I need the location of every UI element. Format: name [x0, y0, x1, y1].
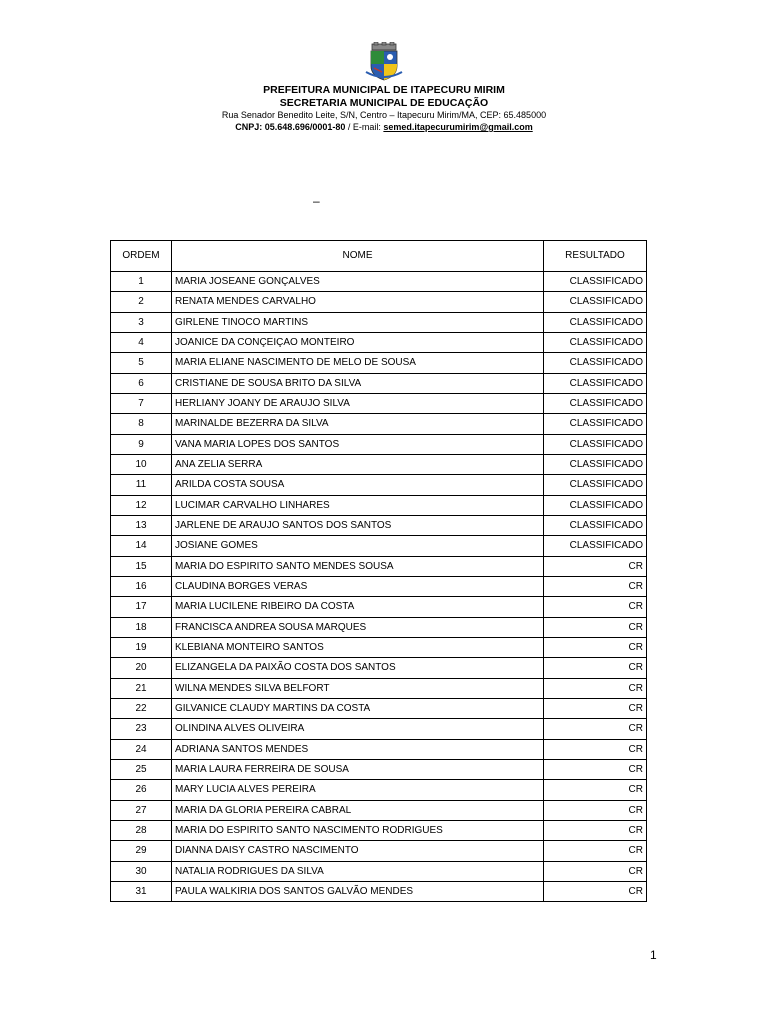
- cell-resultado: CR: [544, 658, 647, 678]
- table-header-row: [111, 241, 647, 272]
- cell-resultado: CLASSIFICADO: [544, 312, 647, 332]
- cell-ordem: 26: [111, 780, 172, 800]
- cell-nome: GIRLENE TINOCO MARTINS: [172, 312, 544, 332]
- cell-resultado: CR: [544, 881, 647, 901]
- table-row: [111, 373, 647, 393]
- cell-nome: ANA ZELIA SERRA: [172, 454, 544, 474]
- cell-resultado: CR: [544, 739, 647, 759]
- cell-ordem: 9: [111, 434, 172, 454]
- table-row: [111, 719, 647, 739]
- cell-ordem: 22: [111, 698, 172, 718]
- cell-nome: RENATA MENDES CARVALHO: [172, 292, 544, 312]
- cell-resultado: CLASSIFICADO: [544, 393, 647, 413]
- table-row: [111, 861, 647, 881]
- cell-nome: LUCIMAR CARVALHO LINHARES: [172, 495, 544, 515]
- cell-nome: KLEBIANA MONTEIRO SANTOS: [172, 637, 544, 657]
- table-row: [111, 780, 647, 800]
- cell-resultado: CR: [544, 719, 647, 739]
- cell-nome: JARLENE DE ARAUJO SANTOS DOS SANTOS: [172, 515, 544, 535]
- cell-ordem: 16: [111, 576, 172, 596]
- table-row: [111, 353, 647, 373]
- table-row: [111, 637, 647, 657]
- cell-ordem: 11: [111, 475, 172, 495]
- cell-nome: ARILDA COSTA SOUSA: [172, 475, 544, 495]
- table-row: [111, 332, 647, 352]
- cell-nome: ELIZANGELA DA PAIXÃO COSTA DOS SANTOS: [172, 658, 544, 678]
- cell-nome: HERLIANY JOANY DE ARAUJO SILVA: [172, 393, 544, 413]
- cell-ordem: 21: [111, 678, 172, 698]
- cell-resultado: CR: [544, 861, 647, 881]
- table-row: [111, 739, 647, 759]
- cell-ordem: 19: [111, 637, 172, 657]
- cell-resultado: CLASSIFICADO: [544, 434, 647, 454]
- cell-resultado: CR: [544, 576, 647, 596]
- cell-ordem: 31: [111, 881, 172, 901]
- cell-ordem: 14: [111, 536, 172, 556]
- cell-ordem: 10: [111, 454, 172, 474]
- results-table: [110, 240, 647, 902]
- table-row: [111, 556, 647, 576]
- cell-nome: WILNA MENDES SILVA BELFORT: [172, 678, 544, 698]
- cell-ordem: 4: [111, 332, 172, 352]
- cell-nome: JOANICE DA CONÇEIÇAO MONTEIRO: [172, 332, 544, 352]
- cell-nome: MARY LUCIA ALVES PEREIRA: [172, 780, 544, 800]
- cell-nome: VANA MARIA LOPES DOS SANTOS: [172, 434, 544, 454]
- header-cnpj: CNPJ: 05.648.696/0001-80: [235, 122, 346, 132]
- cell-nome: FRANCISCA ANDREA SOUSA MARQUES: [172, 617, 544, 637]
- table-row: [111, 272, 647, 292]
- cell-ordem: 5: [111, 353, 172, 373]
- cell-ordem: 25: [111, 759, 172, 779]
- cell-resultado: CLASSIFICADO: [544, 495, 647, 515]
- cell-nome: MARIA DA GLORIA PEREIRA CABRAL: [172, 800, 544, 820]
- cell-resultado: CR: [544, 678, 647, 698]
- cell-resultado: CLASSIFICADO: [544, 454, 647, 474]
- cell-nome: CRISTIANE DE SOUSA BRITO DA SILVA: [172, 373, 544, 393]
- cell-ordem: 7: [111, 393, 172, 413]
- page-number: 1: [650, 948, 657, 962]
- cell-resultado: CLASSIFICADO: [544, 414, 647, 434]
- cell-nome: CLAUDINA BORGES VERAS: [172, 576, 544, 596]
- table-row: [111, 536, 647, 556]
- cell-resultado: CLASSIFICADO: [544, 332, 647, 352]
- cell-resultado: CLASSIFICADO: [544, 515, 647, 535]
- cell-nome: MARIA DO ESPIRITO SANTO NASCIMENTO RODRIGUES: [172, 820, 544, 840]
- cell-resultado: CR: [544, 759, 647, 779]
- cell-ordem: 17: [111, 597, 172, 617]
- cell-nome: MARIA JOSEANE GONÇALVES: [172, 272, 544, 292]
- table-row: [111, 820, 647, 840]
- column-header-ordem: ORDEM: [111, 241, 172, 272]
- table-row: [111, 434, 647, 454]
- cell-nome: NATALIA RODRIGUES DA SILVA: [172, 861, 544, 881]
- cell-ordem: 23: [111, 719, 172, 739]
- cell-resultado: CR: [544, 800, 647, 820]
- table-row: [111, 617, 647, 637]
- cell-nome: MARIA LUCILENE RIBEIRO DA COSTA: [172, 597, 544, 617]
- cell-nome: MARIA DO ESPIRITO SANTO MENDES SOUSA: [172, 556, 544, 576]
- header-contact: [0, 122, 768, 132]
- cell-ordem: 18: [111, 617, 172, 637]
- cell-nome: OLINDINA ALVES OLIVEIRA: [172, 719, 544, 739]
- header-line-1: PREFEITURA MUNICIPAL DE ITAPECURU MIRIM: [263, 84, 505, 96]
- cell-resultado: CLASSIFICADO: [544, 292, 647, 312]
- cell-ordem: 1: [111, 272, 172, 292]
- cell-ordem: 6: [111, 373, 172, 393]
- cell-ordem: 27: [111, 800, 172, 820]
- title-dash: –: [313, 194, 320, 208]
- header-email-separator: / E-mail:: [345, 122, 384, 132]
- cell-ordem: 15: [111, 556, 172, 576]
- table-row: [111, 881, 647, 901]
- table-row: [111, 454, 647, 474]
- cell-nome: DIANNA DAISY CASTRO NASCIMENTO: [172, 841, 544, 861]
- column-header-resultado: RESULTADO: [544, 241, 647, 272]
- table-row: [111, 475, 647, 495]
- table-row: [111, 495, 647, 515]
- table-row: [111, 759, 647, 779]
- column-header-nome: NOME: [172, 241, 544, 272]
- cell-nome: MARIA LAURA FERREIRA DE SOUSA: [172, 759, 544, 779]
- header-email-link[interactable]: semed.itapecurumirim@gmail.com: [383, 122, 533, 132]
- cell-resultado: CR: [544, 597, 647, 617]
- table-row: [111, 292, 647, 312]
- cell-resultado: CLASSIFICADO: [544, 536, 647, 556]
- cell-ordem: 13: [111, 515, 172, 535]
- cell-resultado: CR: [544, 780, 647, 800]
- table-row: [111, 515, 647, 535]
- table-row: [111, 698, 647, 718]
- cell-resultado: CR: [544, 841, 647, 861]
- cell-ordem: 3: [111, 312, 172, 332]
- table-row: [111, 576, 647, 596]
- table-row: [111, 678, 647, 698]
- cell-nome: ADRIANA SANTOS MENDES: [172, 739, 544, 759]
- cell-ordem: 8: [111, 414, 172, 434]
- table-row: [111, 312, 647, 332]
- cell-resultado: CLASSIFICADO: [544, 272, 647, 292]
- cell-nome: JOSIANE GOMES: [172, 536, 544, 556]
- cell-resultado: CR: [544, 617, 647, 637]
- cell-resultado: CR: [544, 698, 647, 718]
- cell-nome: MARINALDE BEZERRA DA SILVA: [172, 414, 544, 434]
- header-address: Rua Senador Benedito Leite, S/N, Centro – Itapecuru Mirim/MA, CEP: 65.485000: [221, 110, 547, 120]
- table-row: [111, 800, 647, 820]
- cell-ordem: 12: [111, 495, 172, 515]
- table-row: [111, 841, 647, 861]
- cell-nome: PAULA WALKIRIA DOS SANTOS GALVÃO MENDES: [172, 881, 544, 901]
- cell-resultado: CLASSIFICADO: [544, 353, 647, 373]
- cell-resultado: CR: [544, 820, 647, 840]
- cell-resultado: CR: [544, 556, 647, 576]
- table-row: [111, 393, 647, 413]
- cell-nome: MARIA ELIANE NASCIMENTO DE MELO DE SOUSA: [172, 353, 544, 373]
- cell-ordem: 29: [111, 841, 172, 861]
- cell-resultado: CLASSIFICADO: [544, 475, 647, 495]
- cell-resultado: CLASSIFICADO: [544, 373, 647, 393]
- cell-ordem: 20: [111, 658, 172, 678]
- table-row: [111, 658, 647, 678]
- cell-ordem: 30: [111, 861, 172, 881]
- cell-ordem: 2: [111, 292, 172, 312]
- cell-nome: GILVANICE CLAUDY MARTINS DA COSTA: [172, 698, 544, 718]
- table-row: [111, 597, 647, 617]
- header-line-2: SECRETARIA MUNICIPAL DE EDUCAÇÃO: [279, 97, 489, 109]
- municipal-crest-icon: [364, 42, 404, 82]
- cell-resultado: CR: [544, 637, 647, 657]
- cell-ordem: 24: [111, 739, 172, 759]
- cell-ordem: 28: [111, 820, 172, 840]
- table-row: [111, 414, 647, 434]
